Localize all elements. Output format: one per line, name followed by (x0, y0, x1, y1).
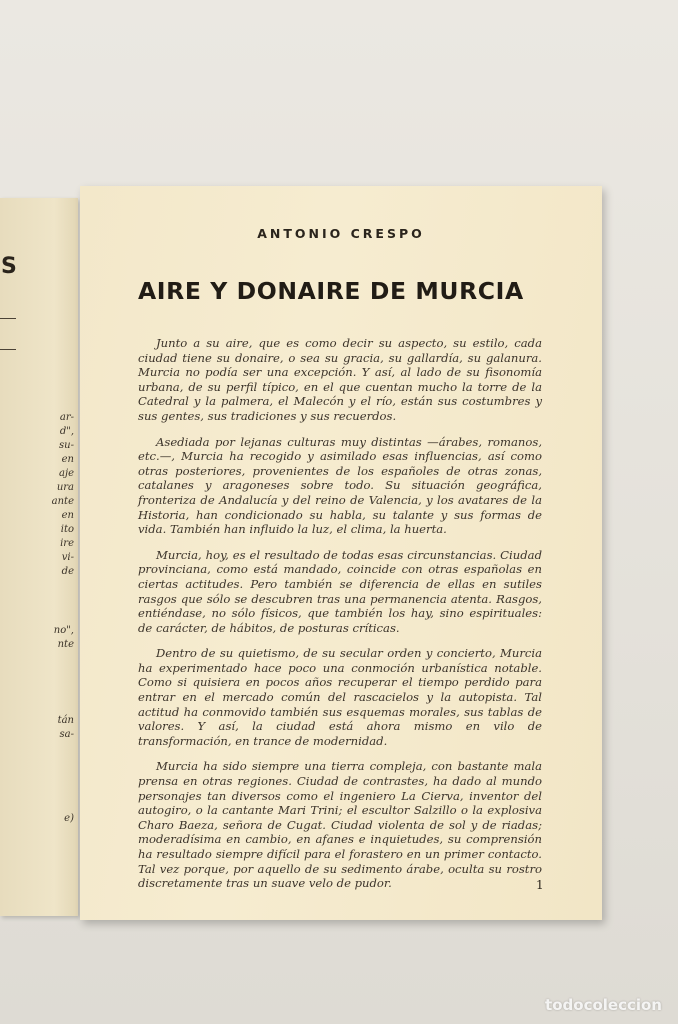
left-page-text-fragment: su- (59, 440, 74, 451)
article-title: AIRE Y DONAIRE DE MURCIA (138, 277, 524, 305)
paragraph: Asediada por lejanas culturas muy distintas —árabes, romanos, etc.—, Murcia ha recogido y asimilado esas influencias, así como otras posteriores, provenientes de los españoles de otras zonas, catalanes y aragoneses sobre todo. Su situación geográfica, fronteriza de Andalucía y del reino de Valencia, y los avatares de la Historia, han condicionado su habla, su talante y sus formas de vida. También han influido la luz, el clima, la huerta. (138, 434, 542, 537)
left-page-text-fragment: nte (57, 639, 74, 650)
left-page-text-fragment: ante (51, 496, 74, 507)
left-page-heading-letter: S (1, 254, 17, 279)
left-page-text-fragment: d", (59, 426, 74, 437)
left-page-text-fragment: vi- (61, 552, 74, 563)
paragraph: Murcia ha sido siempre una tierra compleja, con bastante mala prensa en otras regiones. Ciudad de contrastes, ha dado al mundo personajes tan diversos como el ingeniero La Cierva, inventor del autogiro, o la cantante Mari Trini; el escultor Salzillo o la explosiva Charo Baeza, señora de Cugat. Ciudad violenta de sol y de riadas; moderadísima en cambio, en afanes e inquietudes, su comprensión ha resultado siempre difícil para el forastero en un primer contacto. Tal vez porque, por aquello de su sedimento árabe, oculta su rostro discretamente tras un suave velo de pudor. (138, 759, 542, 891)
watermark-logo: todocoleccion (545, 996, 662, 1014)
left-page-text-fragment: tán (57, 715, 74, 726)
left-page-text-fragment: en (61, 454, 74, 465)
left-page-rule (0, 318, 16, 319)
left-page-text-fragment: ar- (59, 412, 74, 423)
author-name: ANTONIO CRESPO (257, 226, 425, 241)
left-page-text-fragment: ire (60, 538, 74, 549)
left-page-text-fragment: aje (59, 468, 74, 479)
left-page-text-fragment: sa- (59, 729, 74, 740)
page-number: 1 (536, 878, 544, 892)
left-page-text-fragment: en (61, 510, 74, 521)
left-page-text-fragment: e) (64, 813, 74, 824)
left-page-rule (0, 349, 16, 350)
left-page-text-fragment: ito (60, 524, 74, 535)
paragraph: Junto a su aire, que es como decir su aspecto, su estilo, cada ciudad tiene su donaire, o sea su gracia, su gallardía, su galanura. Murcia no podía ser una excepción. Y así, al lado de su fisonomía urbana, de su perfil típico, en el que cuentan mucho la torre de la Catedral y la palmera, el Malecón y el río, están sus costumbres y sus gentes, sus tradiciones y sus recuerdos. (138, 336, 542, 423)
article-body (138, 336, 542, 902)
paragraph: Murcia, hoy, es el resultado de todas esas circunstancias. Ciudad provinciana, como está mandado, coincide con otras españolas en ciertas actitudes. Pero también se diferencia de ellas en sutiles rasgos que sólo se descubren tras una permanencia atenta. Rasgos, entiéndase, no sólo físicos, que también los hay, sino espirituales: de carácter, de hábitos, de posturas críticas. (138, 547, 542, 635)
booklet-page (80, 186, 602, 920)
left-page-text-fragment: de (61, 566, 74, 577)
left-page-text-fragment: ura (56, 482, 74, 493)
left-page-text-fragment: no", (53, 625, 74, 636)
left-page-fragment (0, 198, 78, 916)
paragraph: Dentro de su quietismo, de su secular orden y concierto, Murcia ha experimentado hace poco una conmoción urbanística notable. Como si quisiera en pocos años recuperar el tiempo perdido para entrar en el mercado común del rascacielos y la autopista. Tal actitud ha conmovido también sus esquemas morales, sus tablas de valores. Y así, la ciudad está ahora mismo en vilo de transformación, en trance de modernidad. (138, 646, 542, 748)
